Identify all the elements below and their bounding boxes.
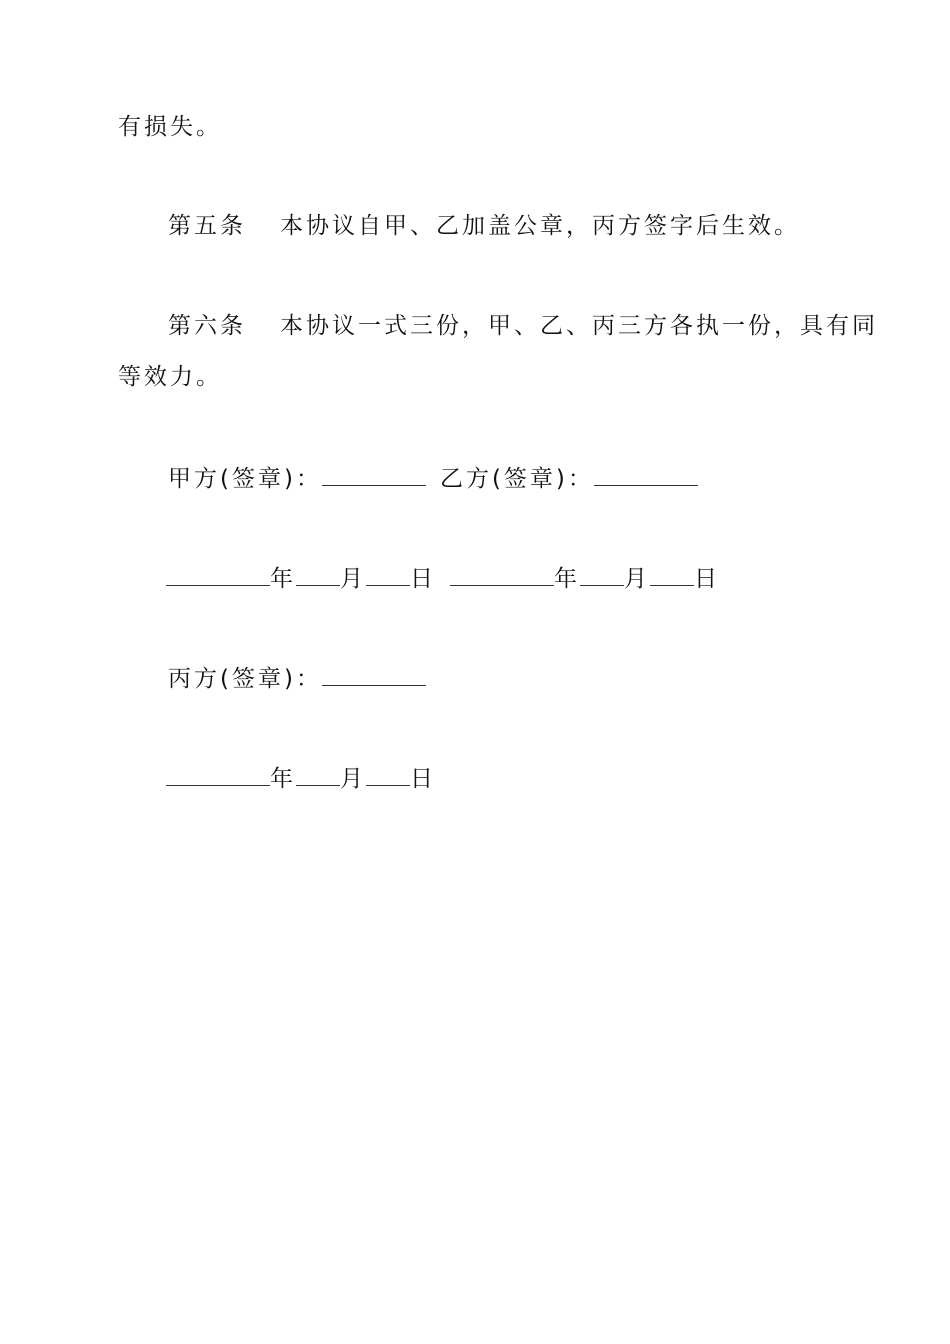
party-a-year-blank [166,561,270,586]
article-5-text: 本协议自甲、乙加盖公章，丙方签字后生效。 [280,213,800,239]
party-a-signature-blank [322,461,426,486]
party-b-signature-blank [594,461,698,486]
signature-row-c [168,661,426,694]
date-row-c [166,761,436,794]
year-label: 年 [270,566,296,592]
article-6-text-line2: 等效力。 [118,364,222,390]
signature-row-ab [168,461,698,494]
party-c-day-blank [366,761,410,786]
article-5-label: 第五条 [168,213,246,239]
article-6 [168,311,878,341]
continuation-text: 有损失。 [118,114,222,140]
article-5 [168,211,800,241]
day-label: 日 [410,566,436,592]
party-b-month-blank [580,561,624,586]
article-6-text-line1: 本协议一式三份，甲、乙、丙三方各执一份，具有同 [280,313,878,339]
party-c-month-blank [296,761,340,786]
month-label: 月 [340,766,366,792]
month-label: 月 [624,566,650,592]
party-b-day-blank [650,561,694,586]
party-a-label: 甲方(签章)： [168,466,322,492]
month-label: 月 [340,566,366,592]
party-c-label: 丙方(签章)： [168,666,322,692]
party-b-year-blank [450,561,554,586]
day-label: 日 [410,766,436,792]
party-c-year-blank [166,761,270,786]
year-label: 年 [270,766,296,792]
article-6-continuation [118,362,222,392]
party-a-day-blank [366,561,410,586]
year-label: 年 [554,566,580,592]
date-row-ab [166,561,720,594]
party-b-label: 乙方(签章)： [439,466,594,492]
day-label: 日 [694,566,720,592]
party-c-signature-blank [322,661,426,686]
article-6-label: 第六条 [168,313,246,339]
paragraph-continuation [118,112,222,142]
party-a-month-blank [296,561,340,586]
